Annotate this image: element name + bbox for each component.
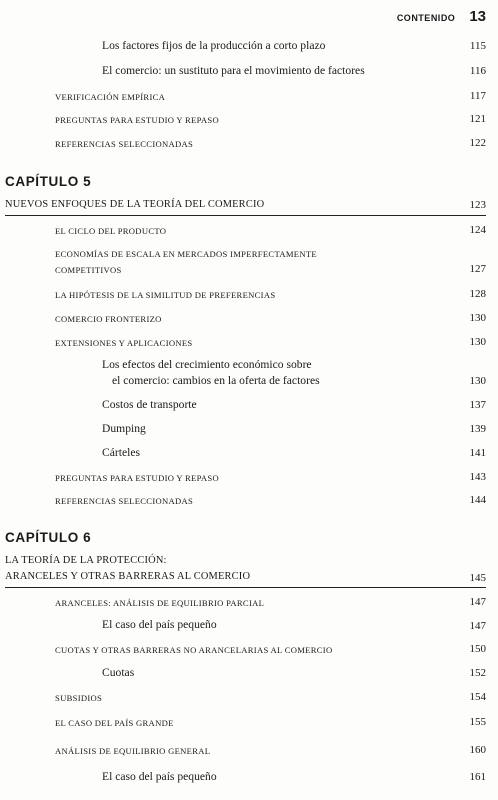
toc-page: 150 bbox=[469, 643, 486, 655]
toc-entry: EL CASO DEL PAÍS GRANDE bbox=[55, 718, 174, 728]
toc-entry: EXTENSIONES Y APLICACIONES bbox=[55, 338, 193, 348]
toc-entry: ARANCELES: ANÁLISIS DE EQUILIBRIO PARCIAL bbox=[55, 598, 265, 608]
toc-entry: LA HIPÓTESIS DE LA SIMILITUD DE PREFERENCIAS bbox=[55, 290, 276, 300]
toc-page: 122 bbox=[469, 137, 486, 149]
toc-entry: Cuotas bbox=[102, 666, 135, 679]
toc-entry: COMERCIO FRONTERIZO bbox=[55, 314, 162, 324]
toc-page: 116 bbox=[469, 65, 486, 77]
toc-page: 130 bbox=[469, 312, 486, 324]
toc-entry: Cárteles bbox=[102, 446, 140, 459]
toc-page: 145 bbox=[469, 572, 486, 584]
chapter-title: LA TEORÍA DE LA PROTECCIÓN: bbox=[5, 555, 167, 566]
toc-page: 161 bbox=[469, 771, 486, 783]
toc-entry: EL CICLO DEL PRODUCTO bbox=[55, 226, 167, 236]
toc-entry-cont: COMPETITIVOS bbox=[55, 265, 122, 275]
toc-page: 124 bbox=[469, 224, 486, 236]
toc-page: 121 bbox=[469, 113, 486, 125]
toc-page: 115 bbox=[469, 40, 486, 52]
chapter-title: NUEVOS ENFOQUES DE LA TEORÍA DEL COMERCIO bbox=[5, 199, 265, 210]
toc-page: 141 bbox=[469, 447, 486, 459]
header-label: CONTENIDO bbox=[396, 13, 456, 23]
header-page-number: 13 bbox=[469, 8, 486, 25]
chapter-heading: CAPÍTULO 5 bbox=[5, 174, 92, 189]
toc-page: 117 bbox=[469, 90, 486, 102]
toc-page: 152 bbox=[469, 667, 486, 679]
toc-entry: REFERENCIAS SELECCIONADAS bbox=[55, 139, 194, 149]
toc-page: 160 bbox=[469, 744, 486, 756]
toc-page: 143 bbox=[469, 471, 486, 483]
toc-entry: ECONOMÍAS DE ESCALA EN MERCADOS IMPERFECTAMENTE bbox=[55, 249, 317, 259]
toc-entry: PREGUNTAS PARA ESTUDIO Y REPASO bbox=[55, 473, 219, 483]
toc-page: 144 bbox=[469, 494, 486, 506]
toc-entry: Los efectos del crecimiento económico sobre bbox=[102, 358, 312, 371]
toc-page: 154 bbox=[469, 691, 486, 703]
toc-entry: Dumping bbox=[102, 422, 146, 435]
toc-page: 155 bbox=[469, 716, 486, 728]
toc-entry: El caso del país pequeño bbox=[102, 770, 217, 783]
toc-page: 130 bbox=[469, 375, 486, 387]
toc-entry: SUBSIDIOS bbox=[55, 693, 103, 703]
toc-page: 147 bbox=[469, 596, 486, 608]
toc-entry: Los factores fijos de la producción a corto plazo bbox=[102, 39, 326, 52]
toc-entry: ANÁLISIS DE EQUILIBRIO GENERAL bbox=[55, 746, 211, 756]
chapter-rule bbox=[5, 587, 486, 588]
toc-page: 123 bbox=[469, 199, 486, 211]
toc-page: 130 bbox=[469, 336, 486, 348]
toc-entry: Costos de transporte bbox=[102, 398, 197, 411]
toc-entry-cont: el comercio: cambios en la oferta de factores bbox=[112, 374, 320, 387]
toc-page: 139 bbox=[469, 423, 486, 435]
toc-page: 137 bbox=[469, 399, 486, 411]
chapter-heading: CAPÍTULO 6 bbox=[5, 530, 92, 545]
running-header bbox=[397, 8, 486, 26]
toc-page: 127 bbox=[469, 263, 486, 275]
toc-page: 128 bbox=[469, 288, 486, 300]
toc-entry: CUOTAS Y OTRAS BARRERAS NO ARANCELARIAS AL COMERCIO bbox=[55, 645, 333, 655]
toc-page: 147 bbox=[469, 620, 486, 632]
toc-entry: REFERENCIAS SELECCIONADAS bbox=[55, 496, 194, 506]
chapter-title-cont: ARANCELES Y OTRAS BARRERAS AL COMERCIO bbox=[5, 571, 251, 582]
toc-entry: El comercio: un sustituto para el movimiento de factores bbox=[102, 64, 365, 77]
chapter-rule bbox=[5, 215, 486, 216]
toc-entry: VERIFICACIÓN EMPÍRICA bbox=[55, 92, 166, 102]
toc-entry: PREGUNTAS PARA ESTUDIO Y REPASO bbox=[55, 115, 219, 125]
toc-entry: El caso del país pequeño bbox=[102, 618, 217, 631]
